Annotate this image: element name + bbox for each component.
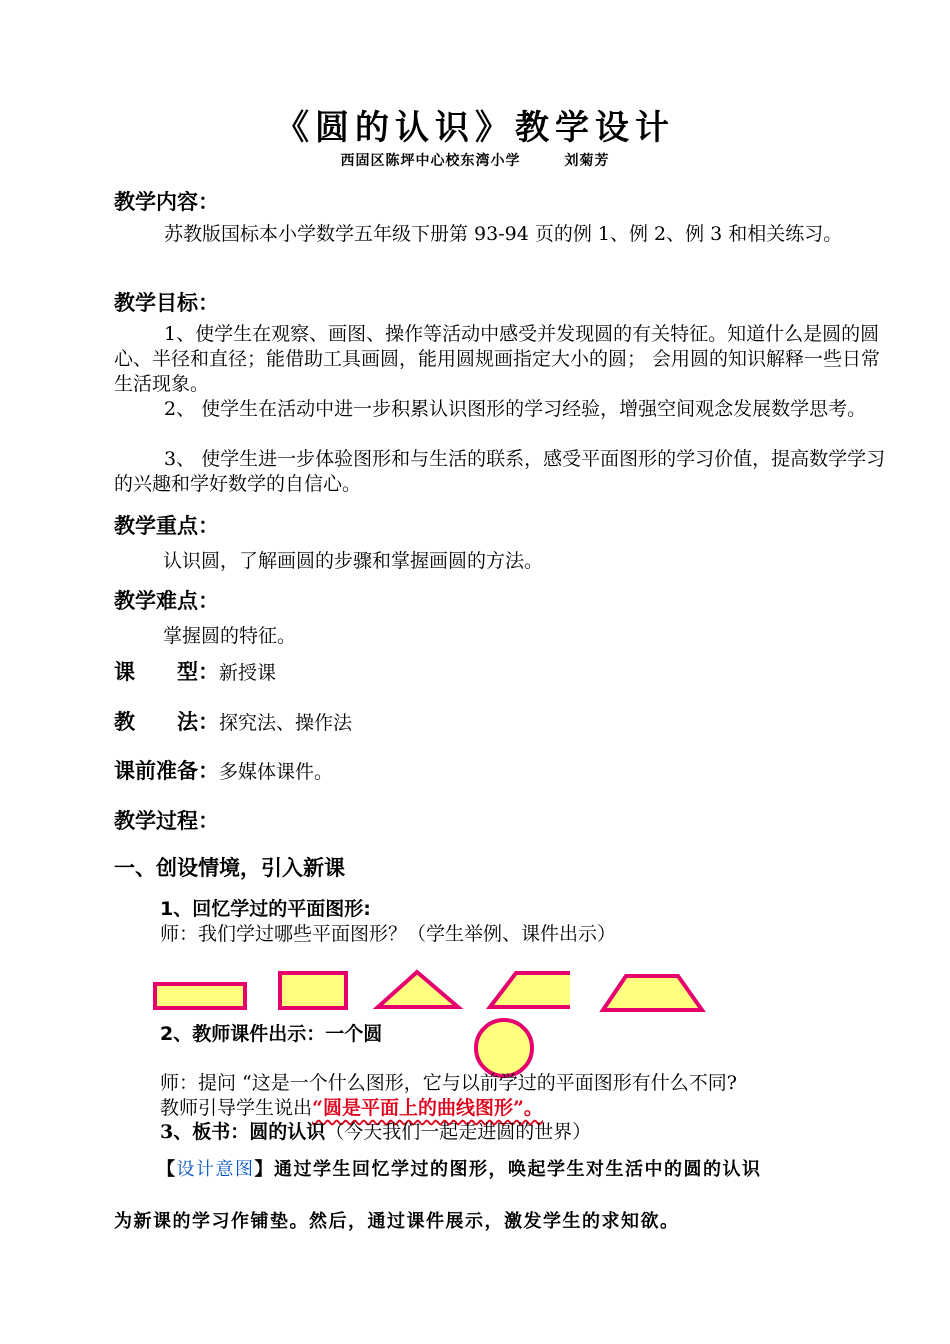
square-shape	[280, 973, 346, 1008]
method-value: 探究法、操作法	[219, 712, 353, 734]
content-text: 苏教版国标本小学数学五年级下册第 93-94 页的例 1、例 2、例 3 和相关练习。	[164, 223, 843, 245]
prep-value: 多媒体课件。	[219, 761, 334, 783]
design-intent-text1: 通过学生回忆学过的图形，唤起学生对生活中的圆的认识	[274, 1159, 762, 1180]
process-heading: 教学过程：	[114, 809, 219, 833]
key-point-heading: 教学重点：	[114, 514, 219, 538]
parallelogram-shape	[490, 973, 570, 1007]
step3-label: 3、板书：圆的认识	[160, 1121, 326, 1143]
step2-line2	[160, 1093, 543, 1120]
rectangle-shape	[155, 984, 245, 1008]
step2-heading: 2、教师课件出示：一个圆	[160, 1023, 383, 1045]
design-intent-label: 设计意图	[176, 1159, 255, 1180]
content-heading: 教学内容：	[114, 190, 219, 214]
step3-row	[160, 1117, 591, 1144]
difficulty-text: 掌握圆的特征。	[163, 625, 297, 647]
trapezoid-shape	[603, 976, 702, 1010]
step2-line2-prefix: 教师引导学生说出	[160, 1097, 313, 1119]
step2-line1: 师：提问 “这是一个什么图形，它与以前学过的平面图形有什么不同?	[160, 1072, 737, 1094]
lesson-type-value: 新授课	[219, 662, 277, 684]
objective-3: 3、 使学生进一步体验图形和与生活的联系，感受平面图形的学习价值，提高数学学习的兴趣和学好数学的自信心。	[114, 448, 886, 495]
step3-note: （今天我们一起走进圆的世界）	[325, 1121, 592, 1143]
section1-heading: 一、创设情境，引入新课	[114, 856, 345, 880]
objective-1: 1、使学生在观察、画图、操作等活动中感受并发现圆的有关特征。知道什么是圆的圆心、半径和直径；能借助工具画圆，能用圆规画指定大小的圆； 会用圆的知识解释一些日常生活现象。	[114, 323, 881, 395]
step1-heading: 1、回忆学过的平面图形:	[160, 898, 371, 920]
objectives-heading: 教学目标：	[114, 291, 219, 315]
triangle-shape	[378, 972, 458, 1007]
lesson-type-row	[114, 656, 276, 686]
design-intent-line1: 【设计意图】通过学生回忆学过的图形，唤起学生对生活中的圆的认识	[157, 1159, 762, 1180]
step1-text: 师：我们学过哪些平面图形？（学生举例、课件出示）	[160, 923, 617, 945]
objective-2: 2、 使学生在活动中进一步积累认识图形的学习经验，增强空间观念发展数学思考。	[164, 398, 867, 420]
key-point-text: 认识圆，了解画圆的步骤和掌握画圆的方法。	[163, 550, 544, 572]
author-line	[0, 150, 950, 170]
prep-row	[114, 755, 333, 785]
prep-label: 课前准备：	[114, 759, 219, 783]
author-school: 西固区陈坪中心校东湾小学	[340, 153, 521, 169]
method-label: 教 法：	[114, 710, 219, 734]
curve-definition-text: “圆是平面上的曲线图形”。	[312, 1097, 543, 1119]
lesson-type-label: 课 型：	[114, 660, 219, 684]
difficulty-heading: 教学难点：	[114, 589, 219, 613]
document-title: 《圆的认识》教学设计	[275, 108, 675, 148]
method-row	[114, 706, 352, 736]
trapezoid-figure	[598, 970, 718, 1016]
design-intent-line2: 为新课的学习作铺垫。然后，通过课件展示，激发学生的求知欲。	[114, 1211, 680, 1232]
author-name: 刘菊芳	[564, 153, 610, 169]
